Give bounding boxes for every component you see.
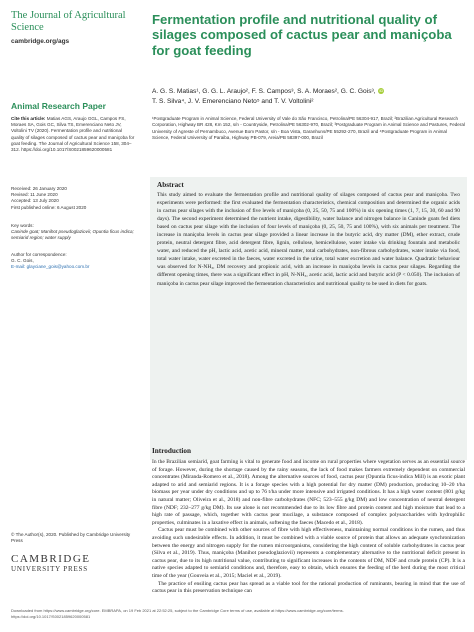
authors-line2 [152,97,467,107]
date-published: First published online: 6 August 2020 [11,204,87,210]
journal-url[interactable]: cambridge.org/ags [11,38,70,45]
footer-line1[interactable]: Downloaded from https://www.cambridge.org/core. EMBRAPA, on 19 Feb 2021 at 22:52:25, subject to the Cambridge Core terms of use, available at https://www.cambridge.org/core/terms. [11,608,344,613]
orcid-icon[interactable]: iD [379,88,384,94]
citation-text: Matias AGS, Araujo GGL, Campos FS, Moraes SA, Gois GC, Silva TS, Emerenciano Neto JV, Voltolini TV (2020). Fermentation profile and nutritional quality of silages composed of cactus pear and maniçoba for goat feeding. The Journal of Agricultural Science 158, 304–312. https://doi.org/10.1017/S0021859620000581 [11,116,135,153]
intro-paragraph: The practice of ensiling cactus pear has spread as a viable tool for the rational production of ruminants, bearing in mind that the use of cactus pear in this preservation technique can [152,580,465,595]
abstract-text: This study aimed to evaluate the fermentation profile and nutritional quality of silages composed of cactus pear and maniçoba. Two experiments were performed: the first evaluated the fermentation characteristics, chemical composition and determined the organic acids in cactus pear silages with the inclusion of five levels of maniçoba (0, 25, 50, 75 and 100%) in six opening times (1, 7, 15, 30, 60 and 90 days). The second experiment determined the nutrient intake, digestibility, water balance and nitrogen balance in Caninde goats fed diets based on cactus pear silage with the inclusion of four levels of maniçoba (0, 25, 50, 75 and 100%), with six animals per treatment. The increase in maniçoba levels in cactus pear silage provided a linear increase in the butyric acid, dry matter (DM), ether extract, crude protein, neutral detergent fibre, acid detergent fibre, lignin, cellulose, hemicellulose, water intake via drinking fountain and metabolic water, and reduced the pH, lactic acid, acetic acid, mineral matter, total carbohydrates, non-fibrous carbohydrates, water intake via food, total water intake, water excreted in the faeces, water excreted in the urine, total water excretion and water balance. Quadratic behaviour was observed for N-NH₃, DM recovery and propionic acid, with an increase in maniçoba levels in cactus pear silages. Regarding the different opening times, there was a significant effect in pH, N-NH₃, acetic acid, lactic acid and butyric acid (P < 0.050). The inclusion of maniçoba in cactus pear silage improved the fermentation characteristics and nutritional quality to be used in diets for goats. [157,192,460,287]
download-footer [11,608,466,619]
keywords-block [11,223,136,242]
correspondence-name: G. C. Gois, [11,258,34,264]
date-accepted: Accepted: 13 July 2020 [11,198,59,204]
introduction-body [152,459,465,596]
keywords-label: Key words: [11,223,34,228]
correspondence-block [11,252,136,271]
copyright-notice: © The Author(s), 2020. Published by Cambridge University Press [11,532,131,544]
keywords-text: Caninde goat; Manihot pseudoglaziovii; Opuntia ficus indica; semiarid region; water supply [11,229,134,241]
journal-title: The Journal of Agricultural Science [11,10,126,33]
date-revised: Revised: 11 June 2020 [11,192,58,198]
authors-line2-text: T. S. Silva⁴, J. V. Emerenciano Neto⁵ and T. V. Voltolini² [152,98,314,105]
introduction-heading: Introduction [152,447,192,455]
publisher-logo [11,553,91,573]
journal-header [11,10,137,45]
affiliations: ¹Postgraduate Program in Animal Science, Federal University of Vale do São Francisco, Petrolina/PE 56304-917, Brazil; ²Brazilian Agricultural Research Corporation, Highway BR 428, Km 152, s/n - Countryside, Petrolina/PE 56302-970, Brazil; ³Postgraduate Program in Animal Science and Pastures, Federal University of Agreste of Pernambuco, Avenue Bom Pastor, s/n - Boa Vista, Garanhuns/PE 55292-270, Brazil and ⁴Postgraduate Program in Animal Science, Federal University of Paraiba, Highway PB-079, Areia/PB 58397-000, Brazil [152,116,465,140]
citation-label: Cite this article: [11,116,46,121]
abstract-box [150,177,467,460]
authors-line1 [152,87,467,97]
intro-paragraph: Cactus pear must be combined with other sources of fibre with high effectiveness, maintaining normal conditions in the rumen, and thus avoiding such undesirable effects. In addition, it must be combined with a viable source of protein that allows an adequate synchronization between the energy and nitrogen supply for the rumen microorganisms, considering the high content of soluble carbohydrates in cactus pear (Silva et al., 2019). Thus, maniçoba (Manihot pseudoglaziovii) represents a complementary alternative to the nutritional deficit present in cactus pear, due to its high nutritional value, contributing to significant increases in the contents of DM, NDF and crude protein (CP). It is a native species adapted to semiarid conditions and, therefore, easy to obtain, which ensures the feeding of the herd during the most critical time of the year (Gouveia et al., 2015; Maciel et al., 2019). [152,527,465,579]
footer-doi[interactable]: https://doi.org/10.1017/S0021859620000581 [11,613,91,619]
publisher-line2: UNIVERSITY PRESS [11,565,88,573]
correspondence-email[interactable]: E-mail: glayciane_gois@yahoo.com.br [11,264,90,270]
date-received: Received: 26 January 2020 [11,186,67,191]
paper-type: Animal Research Paper [11,101,106,111]
correspondence-label: Author for correspondence: [11,252,67,257]
author-list [152,87,467,107]
intro-paragraph: In the Brazilian semiarid, goat farming is vital to generate food and income on rural properties where vegetation serves as an essential source of forage. However, during the shortage caused by the rainy seasons, the lack of food makes farmers extremely dependent on commercial concentrates (Miranda-Romero et al., 2018). Among the alternative sources of food, cactus pear (Opuntia ficus-indica Mill) is an exotic plant adapted to arid and semiarid regions. It is a forage species with a high potential for dry matter (DM) production, producing 10–20 t/ha biomass per year under dry conditions and up to 76 t/ha under more intensive and irrigated conditions. It has a high water content (801 g/kg in natural matter; Oliveira et al., 2018) and non-fibre carbohydrates (NFC; 523–555 g/kg DM) and low concentration of neutral detergent fibre (NDF; 232–277 g/kg DM). Its use alone is not recommended due to its low fibre and protein content and high moisture that lead to a high rate of passage, which, together with cactus pear mucilage, a substance composed of complex polysaccharides with hydrophilic properties, culminates in a laxative effect in animals, softening the faeces (Macedo et al., 2018). [152,459,465,526]
article-title: Fermentation profile and nutritional quality of silages composed of cactus pear and maniçoba for goat feeding [152,12,452,58]
abstract-heading: Abstract [157,181,184,189]
dates-block [11,186,136,211]
publisher-line1: CAMBRIDGE [11,553,91,565]
citation-block [11,116,136,153]
authors-line1-text: A. G. S. Matias¹, G. G. L. Araujo², F. S. Campos³, S. A. Moraes², G. C. Gois³, [152,88,376,95]
